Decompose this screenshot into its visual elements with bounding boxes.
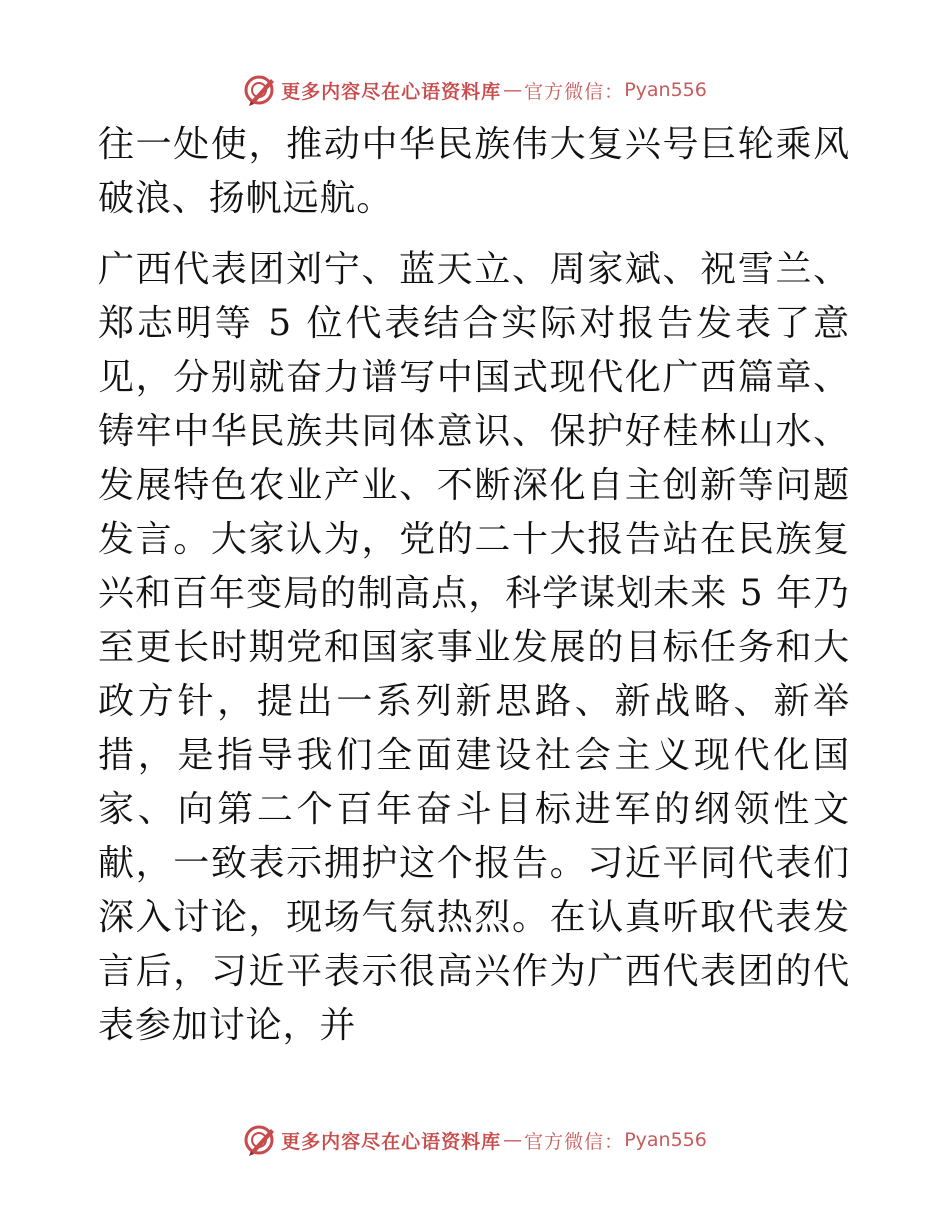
watermark-footer — [0, 1120, 950, 1160]
pen-logo-icon — [243, 1123, 277, 1157]
paragraph-2: 广西代表团刘宁、蓝天立、周家斌、祝雪兰、郑志明等 5 位代表结合实际对报告发表了意见，分别就奋力谱写中国式现代化广西篇章、铸牢中华民族共同体意识、保护好桂林山水、发展特色农业产业、不断深化自主创新等问题发言。大家认为，党的二十大报告站在民族复兴和百年变局的制高点，科学谋划未来 5 年乃至更长时期党和国家事业发展的目标任务和大政方针，提出一系列新思路、新战略、新举措，是指导我们全面建设社会主义现代化国家、向第二个百年奋斗目标进军的纲领性文献，一致表示拥护这个报告。习近平同代表们深入讨论，现场气氛热烈。在认真听取代表发言后，习近平表示很高兴作为广西代表团的代表参加讨论，并 — [98, 249, 850, 1046]
watermark-brand: 更多内容尽在心语资料库 — [281, 80, 502, 103]
pen-logo-icon — [243, 73, 277, 107]
watermark-official-label: 官方微信： — [524, 80, 625, 103]
paragraph-1: 往一处使，推动中华民族伟大复兴号巨轮乘风破浪、扬帆远航。 — [98, 124, 850, 219]
watermark-separator: — — [503, 1129, 523, 1151]
watermark-account: Pyan556 — [624, 79, 707, 101]
watermark-official-label: 官方微信： — [524, 1130, 625, 1153]
watermark-account: Pyan556 — [624, 1129, 707, 1151]
watermark-header — [0, 70, 950, 110]
watermark-brand: 更多内容尽在心语资料库 — [281, 1130, 502, 1153]
watermark-separator: — — [503, 79, 523, 101]
document-body — [98, 118, 850, 1053]
